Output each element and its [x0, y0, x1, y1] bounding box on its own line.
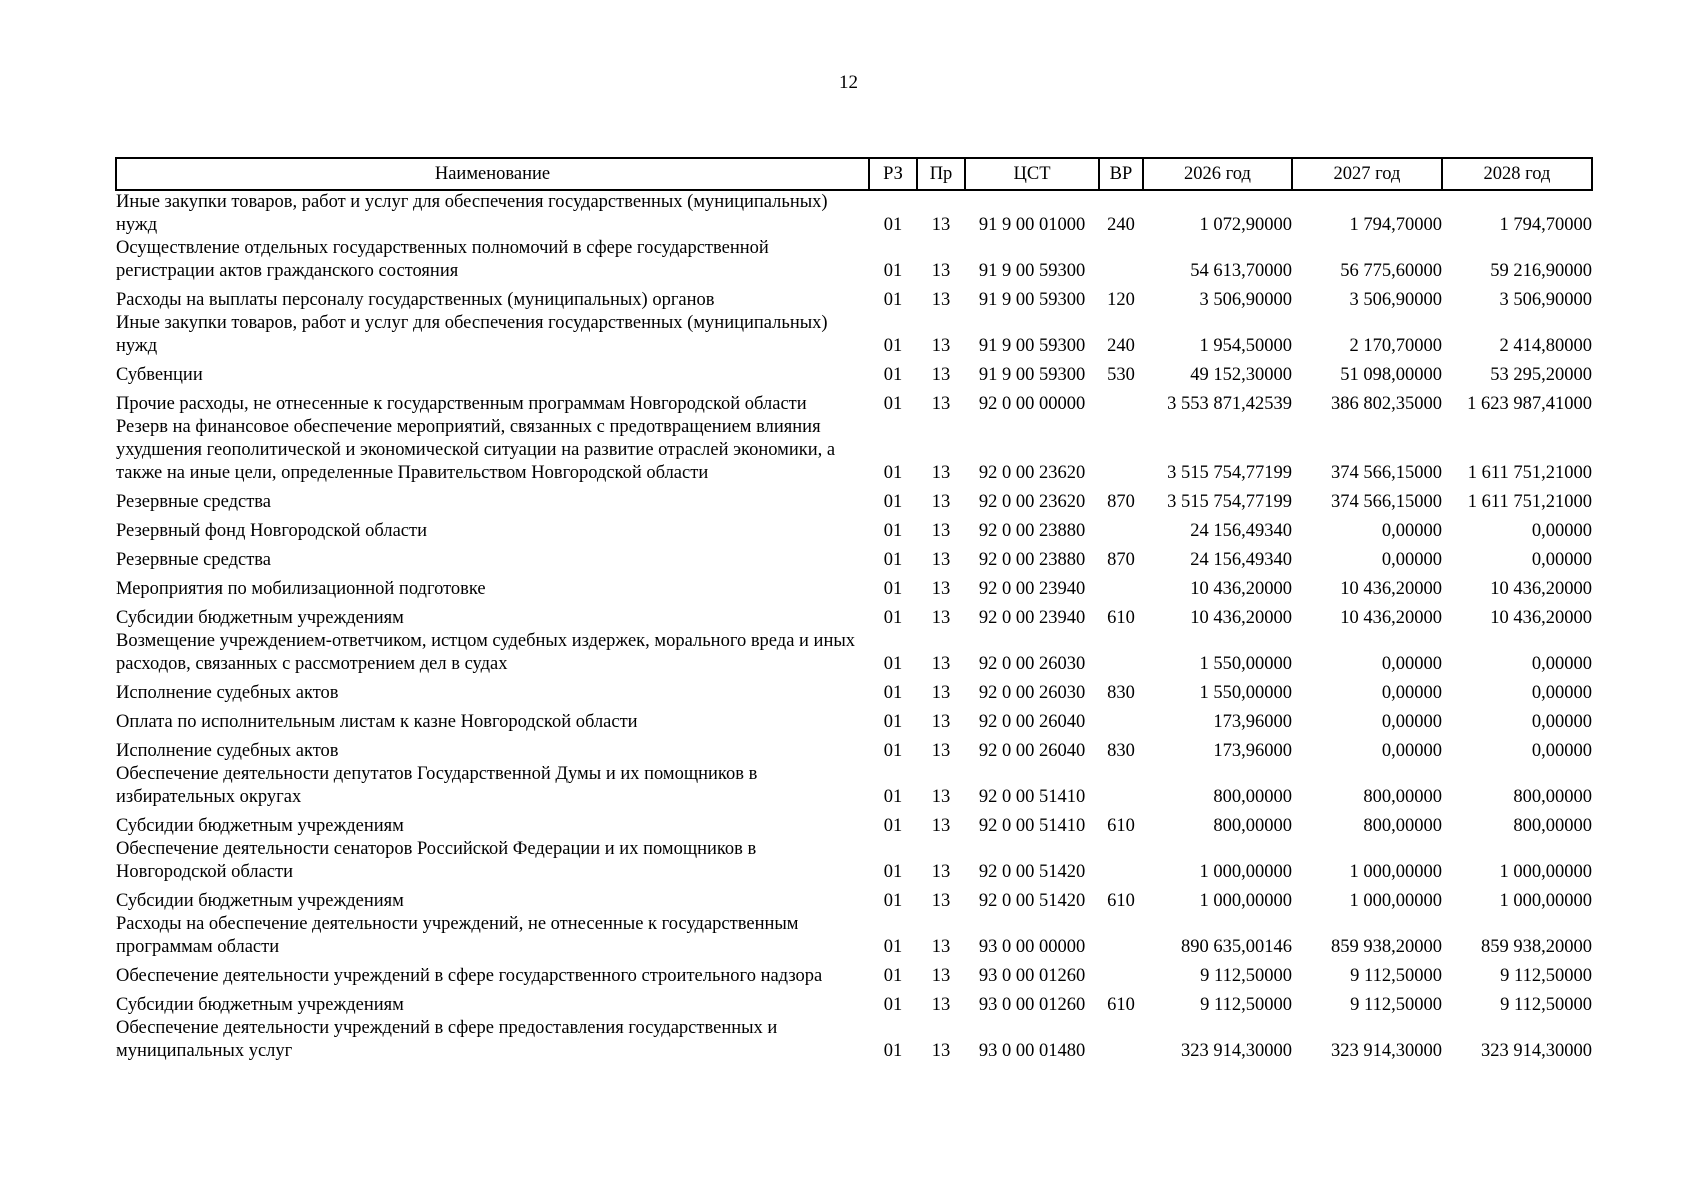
cell-2027: 323 914,30000 — [1331, 1041, 1442, 1061]
cell-pr: 13 — [931, 891, 951, 911]
cell-pr: 13 — [931, 995, 951, 1015]
cell-2028: 0,00000 — [1531, 683, 1592, 703]
cell-2026: 9 112,50000 — [1200, 995, 1292, 1015]
cell-name: Субсидии бюджетным учреждениям — [116, 995, 404, 1015]
table-row — [116, 676, 1592, 705]
cell-2026: 3 515 754,77199 — [1167, 463, 1292, 483]
cell-2027: 2 170,70000 — [1349, 336, 1442, 356]
cell-2026: 10 436,20000 — [1190, 608, 1292, 628]
cell-name: Субсидии бюджетным учреждениям — [116, 816, 404, 836]
page-number: 12 — [839, 72, 858, 93]
cell-2027: 374 566,15000 — [1331, 492, 1442, 512]
cell-vr: 870 — [1107, 492, 1135, 512]
table-row — [116, 763, 1592, 809]
cell-cst: 93 0 00 01260 — [978, 995, 1086, 1015]
cell-2028: 59 216,90000 — [1490, 261, 1592, 281]
cell-2026: 173,96000 — [1213, 712, 1292, 732]
cell-2027: 0,00000 — [1381, 550, 1442, 570]
cell-rz: 01 — [883, 862, 903, 882]
cell-vr: 610 — [1107, 891, 1135, 911]
header-2026: 2026 год — [1143, 158, 1292, 190]
cell-name: Прочие расходы, не отнесенные к государственным программам Новгородской области — [116, 394, 807, 414]
cell-2028: 0,00000 — [1531, 550, 1592, 570]
cell-vr — [1099, 959, 1143, 988]
cell-name: Исполнение судебных актов — [116, 741, 339, 761]
cell-2027: 56 775,60000 — [1340, 261, 1442, 281]
table-header-row — [116, 158, 1592, 190]
cell-2027: 0,00000 — [1381, 521, 1442, 541]
cell-rz: 01 — [883, 336, 903, 356]
cell-cst: 92 0 00 23940 — [978, 579, 1086, 599]
cell-pr: 13 — [931, 608, 951, 628]
cell-vr — [1099, 387, 1143, 416]
cell-rz: 01 — [883, 290, 903, 310]
cell-2027: 10 436,20000 — [1340, 608, 1442, 628]
table-row — [116, 283, 1592, 312]
table-row — [116, 387, 1592, 416]
cell-rz: 01 — [883, 261, 903, 281]
cell-cst: 92 0 00 51420 — [978, 891, 1086, 911]
cell-2028: 859 938,20000 — [1481, 937, 1592, 957]
cell-2026: 3 515 754,77199 — [1167, 492, 1292, 512]
cell-pr: 13 — [931, 654, 951, 674]
cell-cst: 92 0 00 26030 — [978, 683, 1086, 703]
cell-cst: 92 0 00 23880 — [978, 550, 1086, 570]
cell-2028: 2 414,80000 — [1499, 336, 1592, 356]
cell-pr: 13 — [931, 521, 951, 541]
cell-2026: 800,00000 — [1213, 816, 1292, 836]
cell-rz: 01 — [883, 937, 903, 957]
cell-2028: 53 295,20000 — [1490, 365, 1592, 385]
cell-name: Иные закупки товаров, работ и услуг для обеспечения государственных (муниципальных) нужд — [116, 192, 828, 235]
cell-2027: 800,00000 — [1363, 816, 1442, 836]
cell-vr: 830 — [1107, 741, 1135, 761]
cell-cst: 92 0 00 26030 — [978, 654, 1086, 674]
cell-2027: 0,00000 — [1381, 741, 1442, 761]
cell-2027: 0,00000 — [1381, 654, 1442, 674]
table-row — [116, 485, 1592, 514]
cell-2027: 0,00000 — [1381, 712, 1442, 732]
cell-cst: 92 0 00 51420 — [978, 862, 1086, 882]
cell-vr: 240 — [1107, 336, 1135, 356]
cell-rz: 01 — [883, 654, 903, 674]
cell-2027: 386 802,35000 — [1331, 394, 1442, 414]
cell-2027: 1 000,00000 — [1349, 862, 1442, 882]
cell-2026: 9 112,50000 — [1200, 966, 1292, 986]
cell-cst: 91 9 00 59300 — [978, 290, 1086, 310]
cell-2028: 1 611 751,21000 — [1467, 463, 1592, 483]
cell-rz: 01 — [883, 215, 903, 235]
cell-pr: 13 — [931, 290, 951, 310]
cell-name: Субвенции — [116, 365, 203, 385]
cell-vr — [1099, 913, 1143, 959]
cell-pr: 13 — [931, 937, 951, 957]
cell-pr: 13 — [931, 336, 951, 356]
cell-rz: 01 — [883, 463, 903, 483]
cell-rz: 01 — [883, 816, 903, 836]
cell-2026: 1 954,50000 — [1199, 336, 1292, 356]
cell-2026: 1 550,00000 — [1199, 683, 1292, 703]
cell-cst: 93 0 00 01260 — [978, 966, 1086, 986]
cell-2028: 800,00000 — [1513, 787, 1592, 807]
cell-2026: 1 000,00000 — [1199, 862, 1292, 882]
cell-2028: 3 506,90000 — [1499, 290, 1592, 310]
cell-pr: 13 — [931, 787, 951, 807]
cell-pr: 13 — [931, 492, 951, 512]
cell-rz: 01 — [883, 741, 903, 761]
cell-pr: 13 — [931, 683, 951, 703]
cell-pr: 13 — [931, 394, 951, 414]
cell-name: Возмещение учреждением-ответчиком, истцом судебных издержек, морального вреда и иных расходов, связанных с рассмотрением дел в судах — [116, 631, 856, 674]
cell-vr — [1099, 237, 1143, 283]
cell-cst: 91 9 00 59300 — [978, 365, 1086, 385]
cell-2027: 0,00000 — [1381, 683, 1442, 703]
cell-vr: 610 — [1107, 816, 1135, 836]
cell-pr: 13 — [931, 463, 951, 483]
cell-pr: 13 — [931, 365, 951, 385]
cell-rz: 01 — [883, 394, 903, 414]
cell-rz: 01 — [883, 683, 903, 703]
cell-2028: 1 611 751,21000 — [1467, 492, 1592, 512]
cell-vr — [1099, 1017, 1143, 1063]
cell-pr: 13 — [931, 215, 951, 235]
cell-2026: 1 550,00000 — [1199, 654, 1292, 674]
cell-vr — [1099, 705, 1143, 734]
cell-2028: 10 436,20000 — [1490, 579, 1592, 599]
cell-2028: 323 914,30000 — [1481, 1041, 1592, 1061]
table-row — [116, 572, 1592, 601]
cell-cst: 92 0 00 51410 — [978, 787, 1086, 807]
cell-2027: 51 098,00000 — [1340, 365, 1442, 385]
cell-rz: 01 — [883, 712, 903, 732]
cell-rz: 01 — [883, 608, 903, 628]
budget-table — [115, 157, 1593, 1063]
table-row — [116, 237, 1592, 283]
cell-2028: 0,00000 — [1531, 521, 1592, 541]
cell-2028: 1 794,70000 — [1499, 215, 1592, 235]
cell-2028: 800,00000 — [1513, 816, 1592, 836]
table-row — [116, 838, 1592, 884]
cell-pr: 13 — [931, 1041, 951, 1061]
cell-cst: 92 0 00 23880 — [978, 521, 1086, 541]
cell-2028: 9 112,50000 — [1500, 966, 1592, 986]
cell-name: Обеспечение деятельности учреждений в сфере предоставления государственных и муниципальных услуг — [116, 1018, 778, 1061]
cell-2028: 1 000,00000 — [1499, 891, 1592, 911]
cell-cst: 92 0 00 26040 — [978, 741, 1086, 761]
cell-2027: 10 436,20000 — [1340, 579, 1442, 599]
table-row — [116, 312, 1592, 358]
cell-2026: 890 635,00146 — [1181, 937, 1292, 957]
cell-2026: 323 914,30000 — [1181, 1041, 1292, 1061]
cell-2026: 1 000,00000 — [1199, 891, 1292, 911]
cell-pr: 13 — [931, 741, 951, 761]
cell-2028: 1 623 987,41000 — [1467, 394, 1592, 414]
table-row — [116, 734, 1592, 763]
cell-2026: 3 553 871,42539 — [1167, 394, 1292, 414]
cell-vr: 610 — [1107, 995, 1135, 1015]
table-row — [116, 190, 1592, 237]
cell-2027: 1 794,70000 — [1349, 215, 1442, 235]
cell-vr: 610 — [1107, 608, 1135, 628]
cell-rz: 01 — [883, 1041, 903, 1061]
cell-vr — [1099, 572, 1143, 601]
cell-name: Расходы на выплаты персоналу государственных (муниципальных) органов — [116, 290, 715, 310]
cell-cst: 93 0 00 01480 — [978, 1041, 1086, 1061]
cell-name: Обеспечение деятельности сенаторов Российской Федерации и их помощников в Новгородской области — [116, 839, 757, 882]
cell-2027: 859 938,20000 — [1331, 937, 1442, 957]
cell-2026: 10 436,20000 — [1190, 579, 1292, 599]
cell-vr — [1099, 630, 1143, 676]
cell-vr: 120 — [1107, 290, 1135, 310]
cell-rz: 01 — [883, 966, 903, 986]
cell-rz: 01 — [883, 891, 903, 911]
cell-rz: 01 — [883, 365, 903, 385]
cell-cst: 92 0 00 26040 — [978, 712, 1086, 732]
cell-rz: 01 — [883, 550, 903, 570]
table-body — [116, 190, 1592, 1063]
cell-cst: 92 0 00 23940 — [978, 608, 1086, 628]
cell-name: Обеспечение деятельности депутатов Государственной Думы и их помощников в избирательных округах — [116, 764, 758, 807]
cell-rz: 01 — [883, 521, 903, 541]
cell-2026: 24 156,49340 — [1190, 550, 1292, 570]
cell-pr: 13 — [931, 550, 951, 570]
cell-vr — [1099, 514, 1143, 543]
cell-2028: 0,00000 — [1531, 712, 1592, 732]
cell-vr: 240 — [1107, 215, 1135, 235]
table-row — [116, 416, 1592, 485]
cell-2027: 1 000,00000 — [1349, 891, 1442, 911]
cell-vr: 830 — [1107, 683, 1135, 703]
cell-2028: 9 112,50000 — [1500, 995, 1592, 1015]
header-pr: Пр — [917, 158, 965, 190]
cell-pr: 13 — [931, 261, 951, 281]
cell-name: Резервный фонд Новгородской области — [116, 521, 427, 541]
cell-2026: 24 156,49340 — [1190, 521, 1292, 541]
cell-cst: 92 0 00 00000 — [978, 394, 1086, 414]
cell-pr: 13 — [931, 966, 951, 986]
cell-2026: 54 613,70000 — [1190, 261, 1292, 281]
cell-name: Субсидии бюджетным учреждениям — [116, 608, 404, 628]
header-cst: ЦСТ — [965, 158, 1099, 190]
cell-2026: 173,96000 — [1213, 741, 1292, 761]
cell-name: Резервные средства — [116, 492, 271, 512]
cell-cst: 92 0 00 51410 — [978, 816, 1086, 836]
cell-name: Субсидии бюджетным учреждениям — [116, 891, 404, 911]
cell-pr: 13 — [931, 862, 951, 882]
header-2027: 2027 год — [1292, 158, 1442, 190]
cell-pr: 13 — [931, 816, 951, 836]
cell-vr — [1099, 763, 1143, 809]
table-row — [116, 358, 1592, 387]
cell-name: Оплата по исполнительным листам к казне Новгородской области — [116, 712, 638, 732]
table-row — [116, 601, 1592, 630]
table-row — [116, 913, 1592, 959]
header-vr: ВР — [1099, 158, 1143, 190]
cell-cst: 91 9 00 59300 — [978, 261, 1086, 281]
header-name: Наименование — [116, 158, 869, 190]
cell-name: Резерв на финансовое обеспечение мероприятий, связанных с предотвращением влияния ухудшения геополитической и экономической ситуации на развитие отраслей экономики, а также на иные цели, определенные Правительством Новгородской области — [116, 417, 836, 483]
table-row — [116, 705, 1592, 734]
cell-2026: 3 506,90000 — [1199, 290, 1292, 310]
cell-rz: 01 — [883, 579, 903, 599]
cell-name: Резервные средства — [116, 550, 271, 570]
header-rz: РЗ — [869, 158, 917, 190]
cell-2026: 1 072,90000 — [1199, 215, 1292, 235]
cell-name: Мероприятия по мобилизационной подготовке — [116, 579, 486, 599]
cell-2028: 0,00000 — [1531, 654, 1592, 674]
cell-cst: 92 0 00 23620 — [978, 463, 1086, 483]
cell-2026: 800,00000 — [1213, 787, 1292, 807]
cell-cst: 91 9 00 59300 — [978, 336, 1086, 356]
cell-rz: 01 — [883, 995, 903, 1015]
cell-vr — [1099, 416, 1143, 485]
cell-vr: 530 — [1107, 365, 1135, 385]
header-2028: 2028 год — [1442, 158, 1592, 190]
cell-name: Исполнение судебных актов — [116, 683, 339, 703]
cell-name: Расходы на обеспечение деятельности учреждений, не отнесенные к государственным программам области — [116, 914, 799, 957]
cell-2027: 374 566,15000 — [1331, 463, 1442, 483]
cell-pr: 13 — [931, 712, 951, 732]
cell-2027: 800,00000 — [1363, 787, 1442, 807]
cell-cst: 91 9 00 01000 — [978, 215, 1086, 235]
cell-vr: 870 — [1107, 550, 1135, 570]
cell-rz: 01 — [883, 492, 903, 512]
cell-rz: 01 — [883, 787, 903, 807]
table-row — [116, 884, 1592, 913]
cell-name: Иные закупки товаров, работ и услуг для обеспечения государственных (муниципальных) нужд — [116, 313, 828, 356]
table-row — [116, 514, 1592, 543]
cell-cst: 92 0 00 23620 — [978, 492, 1086, 512]
table-row — [116, 630, 1592, 676]
table-row — [116, 543, 1592, 572]
cell-2028: 0,00000 — [1531, 741, 1592, 761]
cell-2027: 9 112,50000 — [1350, 966, 1442, 986]
table-row — [116, 809, 1592, 838]
table-row — [116, 988, 1592, 1017]
table-row — [116, 959, 1592, 988]
cell-name: Осуществление отдельных государственных полномочий в сфере государственной регистрации актов гражданского состояния — [116, 238, 769, 281]
table-row — [116, 1017, 1592, 1063]
cell-cst: 93 0 00 00000 — [978, 937, 1086, 957]
cell-2028: 10 436,20000 — [1490, 608, 1592, 628]
cell-2026: 49 152,30000 — [1190, 365, 1292, 385]
cell-vr — [1099, 838, 1143, 884]
cell-2027: 9 112,50000 — [1350, 995, 1442, 1015]
cell-2027: 3 506,90000 — [1349, 290, 1442, 310]
cell-pr: 13 — [931, 579, 951, 599]
cell-2028: 1 000,00000 — [1499, 862, 1592, 882]
cell-name: Обеспечение деятельности учреждений в сфере государственного строительного надзора — [116, 966, 823, 986]
